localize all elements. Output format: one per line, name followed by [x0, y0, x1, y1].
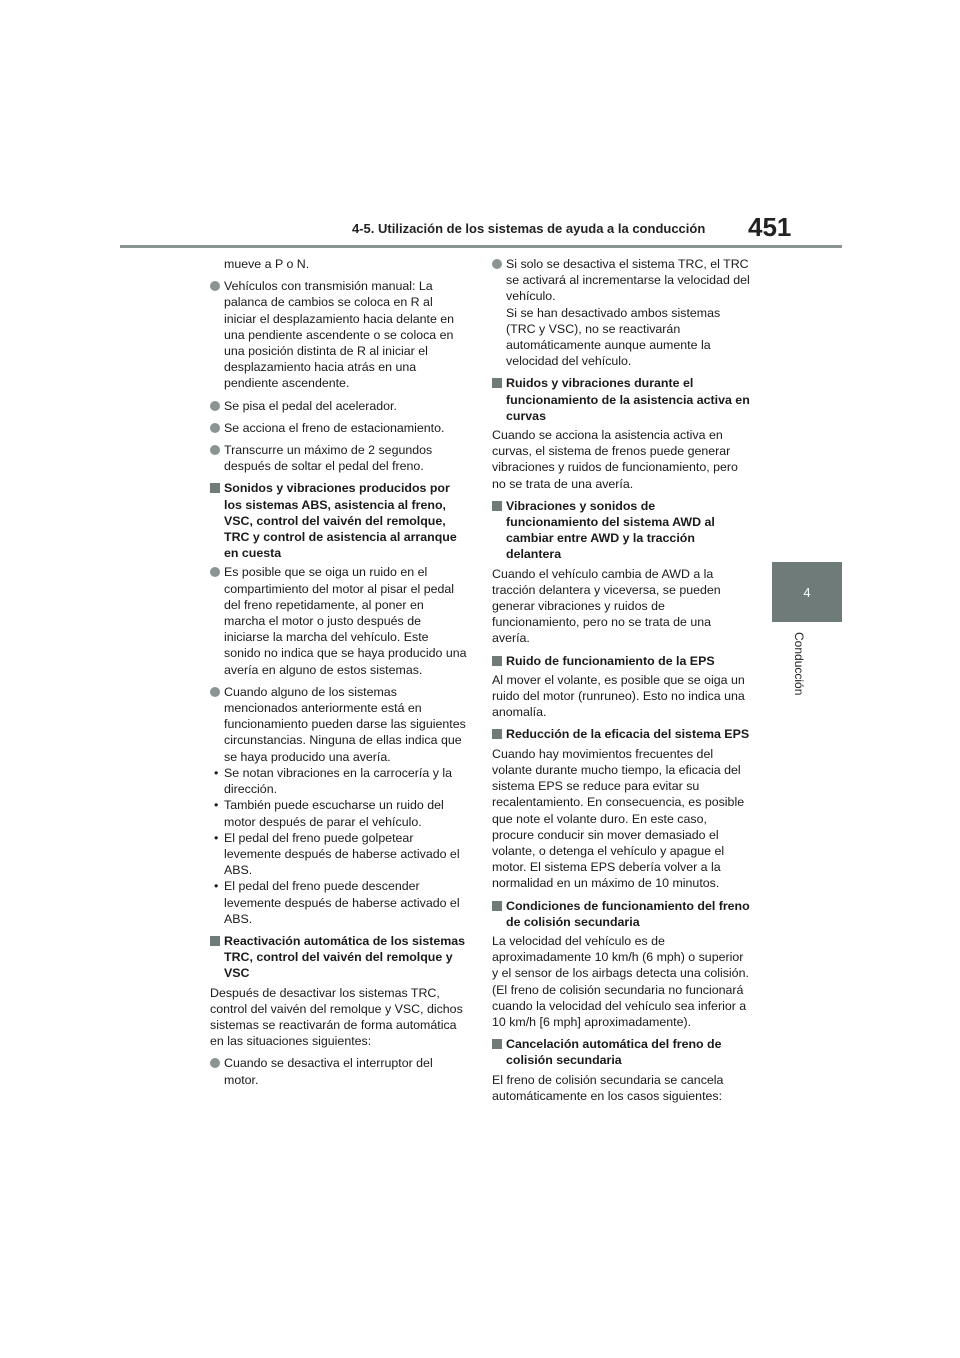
bullet-icon	[492, 259, 502, 269]
list-item-text: Vehículos con transmisión manual: La palanca de cambios se coloca en R al iniciar el desplazamiento hacia delante en una pendiente ascendente o se coloca en una posición distinta de R al iniciar el desplazamiento hacia atrás en una pendiente ascendente.	[224, 279, 455, 391]
section-heading	[492, 375, 750, 424]
bullet-icon	[210, 423, 220, 433]
chapter-tab[interactable]	[772, 562, 842, 622]
square-bullet-icon	[492, 901, 502, 911]
right-column	[492, 256, 750, 1110]
square-bullet-icon	[492, 1039, 502, 1049]
square-bullet-icon	[492, 729, 502, 739]
sub-item-text: También puede escucharse un ruido del motor después de parar el vehículo.	[224, 798, 444, 829]
list-item-text-continued: Si se han desactivado ambos sistemas (TRC y VSC), no se reactivarán automáticamente aunque aumente la velocidad del vehículo.	[506, 305, 721, 369]
list-item	[210, 442, 468, 474]
bullet-icon	[210, 401, 220, 411]
sub-item-text: El pedal del freno puede descender levemente después de haberse activado el ABS.	[224, 879, 460, 926]
sub-item-text: El pedal del freno puede golpetear levemente después de haberse activado el ABS.	[224, 830, 460, 878]
heading-text: Sonidos y vibraciones producidos por los sistemas ABS, asistencia al freno, VSC, control del vaivén del remolque, TRC y control de asistencia al arranque en cuesta	[224, 481, 457, 561]
heading-text: Ruidos y vibraciones durante el funcionamiento de la asistencia activa en curvas	[506, 376, 750, 423]
list-item-text: Es posible que se oiga un ruido en el compartimiento del motor al pisar el pedal del freno repetidamente, al poner en marcha el motor o justo después de iniciarse la marcha del vehículo. Este sonido no indica que se haya producido una avería en alguno de estos sistemas.	[224, 565, 467, 677]
list-item-text: Se pisa el pedal del acelerador.	[224, 398, 397, 413]
list-item	[210, 420, 468, 436]
bullet-icon	[210, 687, 220, 697]
list-item	[210, 278, 468, 391]
sub-list-item	[210, 878, 468, 927]
square-bullet-icon	[492, 656, 502, 666]
heading-text: Vibraciones y sonidos de funcionamiento del sistema AWD al cambiar entre AWD y la tracción delantera	[506, 498, 715, 562]
heading-text: Reactivación automática de los sistemas TRC, control del vaivén del remolque y VSC	[224, 933, 466, 981]
paragraph: Cuando se acciona la asistencia activa en curvas, el sistema de frenos puede generar vibraciones y ruidos de funcionamiento, pero no se trata de una avería.	[492, 428, 738, 491]
section-heading	[492, 898, 750, 930]
list-item-text: Si solo se desactiva el sistema TRC, el TRC se activará al incrementarse la velocidad del vehículo.	[506, 257, 750, 304]
sub-list-item	[210, 797, 468, 829]
continued-text: mueve a P o N.	[224, 257, 310, 271]
list-item-text: Cuando se desactiva el interruptor del motor.	[224, 1056, 433, 1087]
sub-item-text: Se notan vibraciones en la carrocería y la dirección.	[224, 765, 452, 797]
heading-text: Condiciones de funcionamiento del freno de colisión secundaria	[506, 898, 750, 929]
section-heading	[492, 1036, 750, 1068]
paragraph: Cuando el vehículo cambia de AWD a la tracción delantera y viceversa, se pueden generar vibraciones y ruidos de funcionamiento, pero no se trata de una avería.	[492, 566, 721, 646]
section-heading	[210, 933, 468, 982]
sub-list-item	[210, 830, 468, 879]
square-bullet-icon	[492, 378, 502, 388]
left-column	[210, 256, 468, 1094]
section-heading	[492, 726, 750, 742]
list-item	[210, 398, 468, 414]
chapter-label: Conducción	[792, 632, 806, 696]
header-divider	[120, 245, 842, 248]
sub-bullet-mark: •	[214, 798, 219, 813]
section-heading	[492, 653, 750, 669]
bullet-icon	[210, 1058, 220, 1068]
heading-text: Cancelación automática del freno de colisión secundaria	[506, 1037, 722, 1068]
list-item	[210, 1055, 468, 1087]
paragraph: Al mover el volante, es posible que se oiga un ruido del motor (runruneo). Esto no indica una anomalía.	[492, 672, 745, 720]
paragraph: La velocidad del vehículo es de aproximadamente 10 km/h (6 mph) o superior y el sensor de los airbags detecta una colisión. (El freno de colisión secundaria no funcionará cuando la velocidad del vehículo sea inferior a 10 km/h [6 mph] aproximadamente).	[492, 933, 749, 1029]
section-heading	[210, 480, 468, 561]
sub-bullet-mark: •	[214, 765, 219, 780]
chapter-number: 4	[803, 584, 811, 600]
paragraph: El freno de colisión secundaria se cancela automáticamente en los casos siguientes:	[492, 1072, 724, 1103]
heading-text: Reducción de la eficacia del sistema EPS	[506, 727, 750, 742]
paragraph: Cuando hay movimientos frecuentes del volante durante mucho tiempo, la eficacia del sistema EPS se reduce para evitar su recalentamiento. En consecuencia, es posible que note el volante duro. En este caso, procure conducir sin mover demasiado el volante, o detenga el vehículo y apague el motor. El sistema EPS debería volver a la normalidad en un máximo de 10 minutos.	[492, 746, 745, 891]
sub-bullet-mark: •	[214, 830, 219, 845]
section-title: 4-5. Utilización de los sistemas de ayuda a la conducción	[352, 221, 706, 236]
sub-list-item	[210, 765, 468, 797]
list-item-text: Cuando alguno de los sistemas mencionados anteriormente está en funcionamiento pueden darse las siguientes circunstancias. Ninguna de ellas indica que se haya producido una avería.	[224, 684, 466, 764]
paragraph: Después de desactivar los sistemas TRC, control del vaivén del remolque y VSC, dichos sistemas se reactivarán de forma automática en las situaciones siguientes:	[210, 985, 463, 1049]
heading-text: Ruido de funcionamiento de la EPS	[506, 653, 715, 668]
page-number: 451	[748, 212, 792, 242]
list-item-text: Transcurre un máximo de 2 segundos después de soltar el pedal del freno.	[224, 443, 433, 474]
bullet-icon	[210, 567, 220, 577]
square-bullet-icon	[210, 936, 220, 946]
square-bullet-icon	[492, 501, 502, 511]
list-item	[492, 256, 750, 369]
list-item	[210, 564, 468, 677]
bullet-icon	[210, 281, 220, 291]
list-item-text: Se acciona el freno de estacionamiento.	[224, 420, 445, 435]
square-bullet-icon	[210, 483, 220, 493]
section-heading	[492, 498, 750, 563]
bullet-icon	[210, 445, 220, 455]
sub-bullet-mark: •	[214, 879, 219, 894]
list-item	[210, 684, 468, 765]
